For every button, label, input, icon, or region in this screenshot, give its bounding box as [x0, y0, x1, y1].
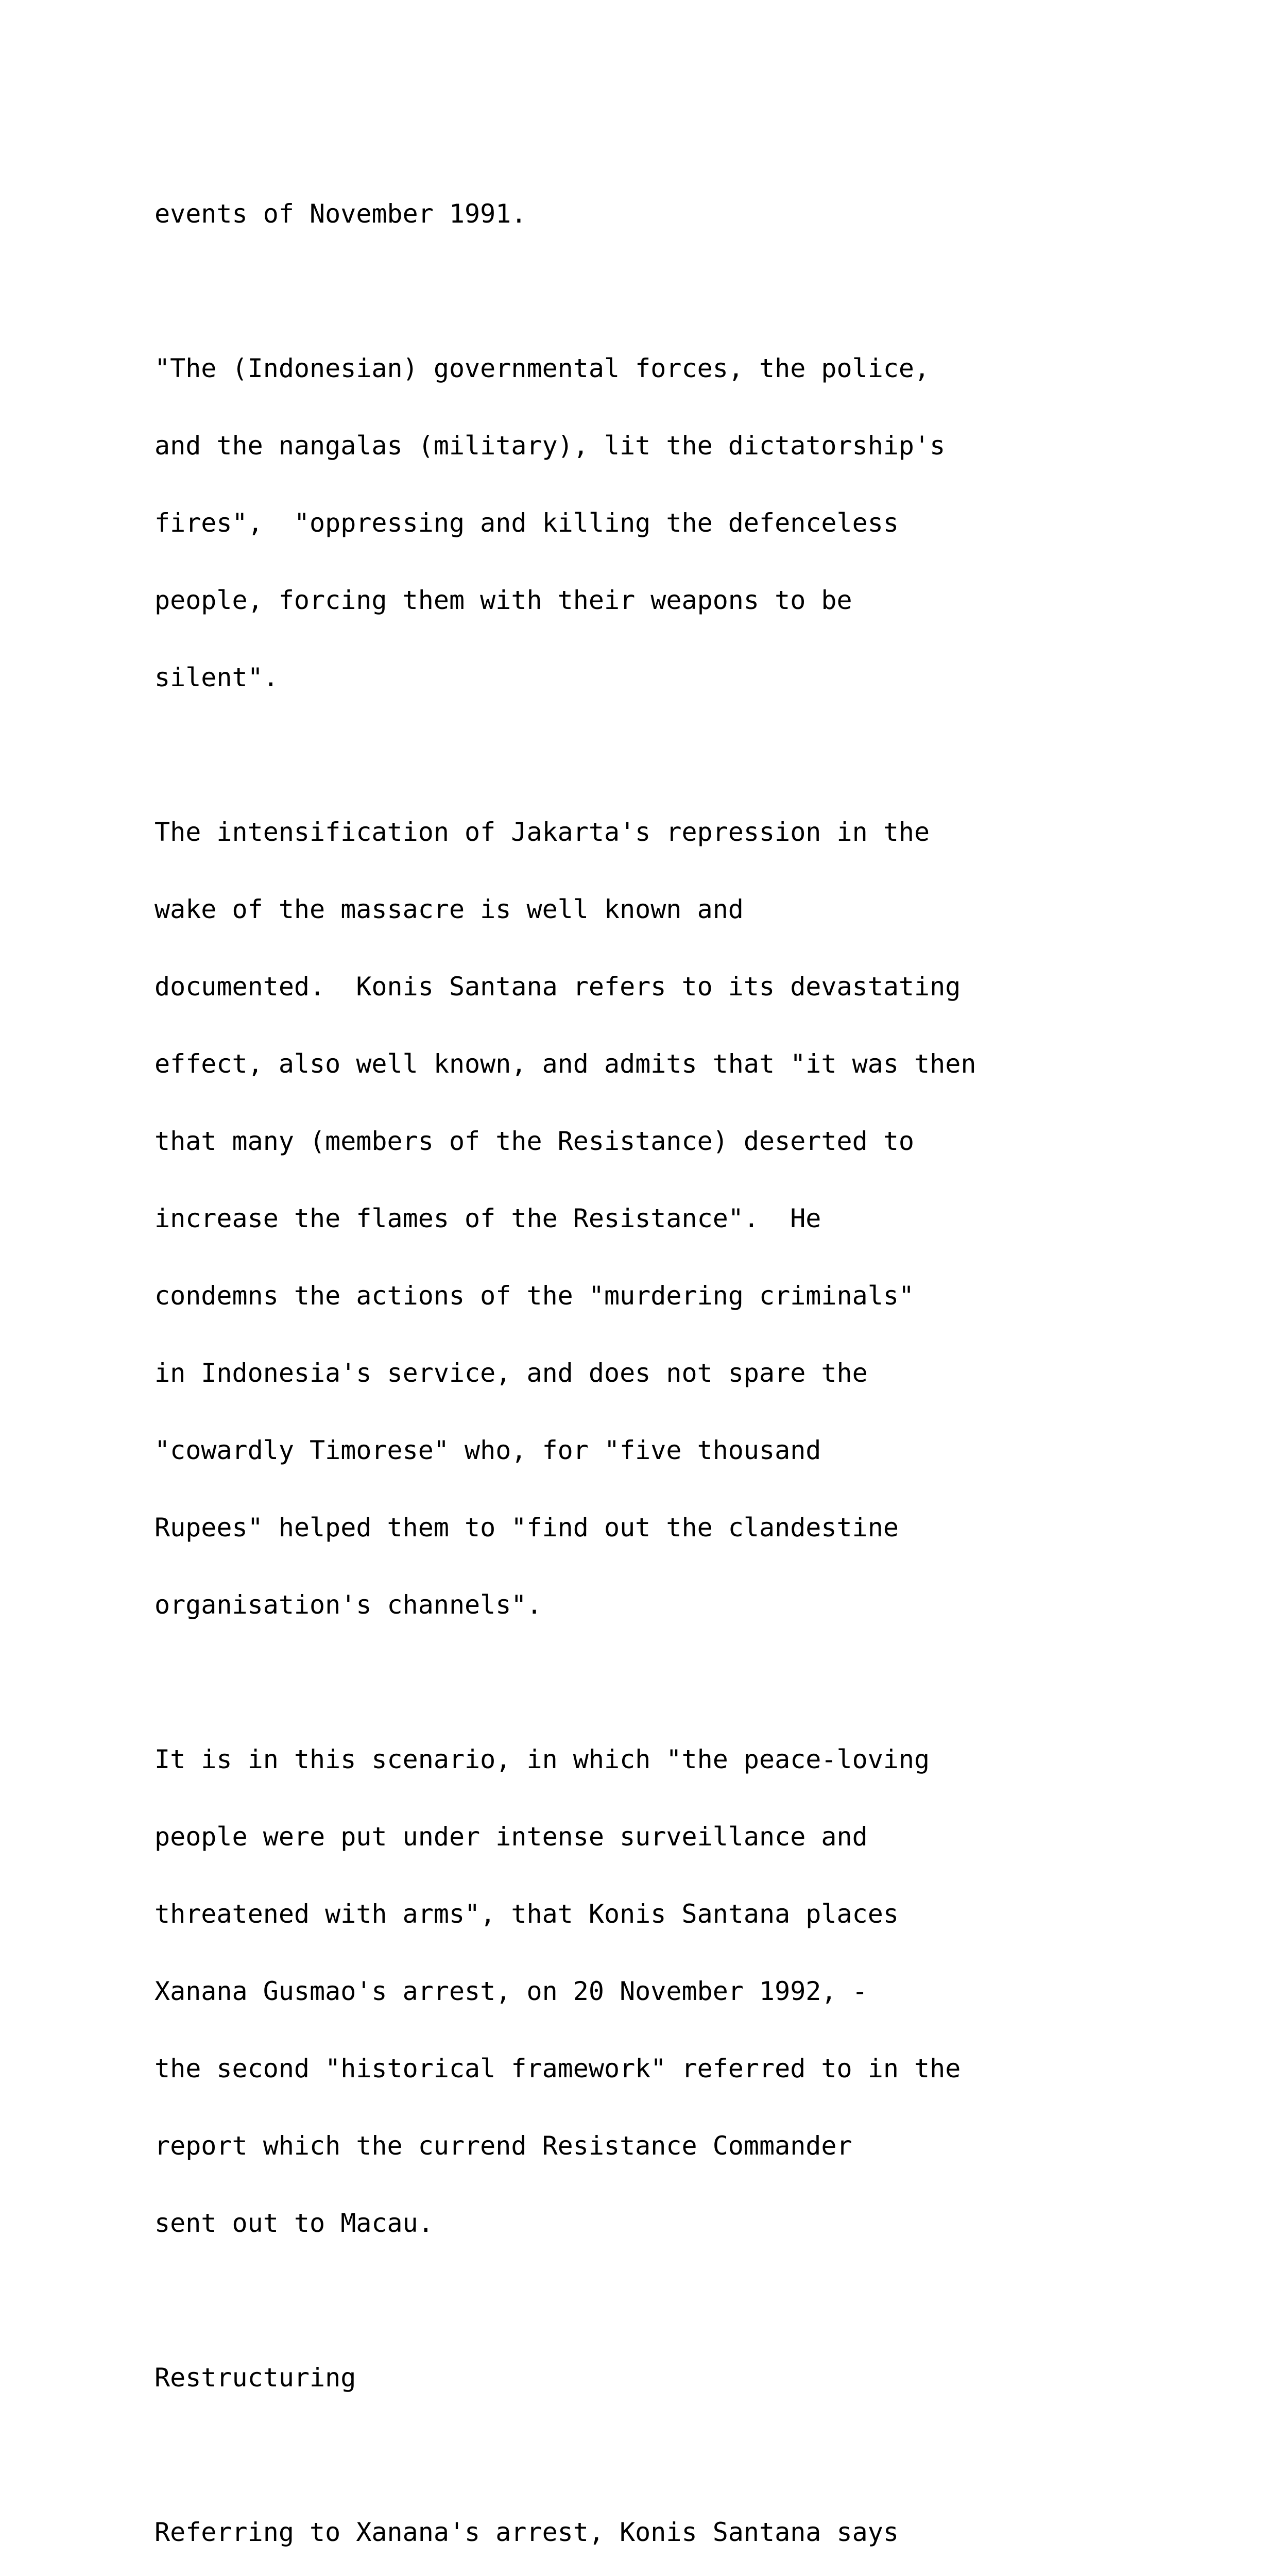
paragraph — [155, 304, 1205, 742]
text-line: events of November 1991. — [155, 199, 527, 229]
text-line: "cowardly Timorese" who, for "five thousand — [155, 1435, 821, 1465]
text-line: documented. Konis Santana refers to its devastating — [155, 972, 961, 1002]
text-line: sent out to Macau. — [155, 2208, 434, 2238]
text-line: in Indonesia's service, and does not spare the — [155, 1358, 868, 1388]
text-line: people, forcing them with their weapons to be — [155, 585, 852, 615]
text-line: the second "historical framework" referred to in the — [155, 2054, 961, 2083]
text-line: fires", "oppressing and killing the defenceless — [155, 508, 899, 538]
text-line: It is in this scenario, in which "the peace-loving — [155, 1744, 930, 1774]
text-line: and the nangalas (military), lit the dictatorship's — [155, 431, 946, 461]
text-line: The intensification of Jakarta's repression in the — [155, 817, 930, 847]
text-line: condemns the actions of the "murdering criminals" — [155, 1281, 915, 1311]
text-line: Xanana Gusmao's arrest, on 20 November 1992, - — [155, 1976, 868, 2006]
paragraph — [155, 2468, 1205, 2576]
document-body — [155, 149, 1205, 2576]
text-line: wake of the massacre is well known and — [155, 894, 744, 924]
paragraph — [155, 149, 1205, 278]
text-line: Restructuring — [155, 2363, 356, 2393]
section-heading — [155, 2313, 1205, 2442]
paragraph — [155, 768, 1205, 1669]
text-line: report which the currend Resistance Commander — [155, 2131, 852, 2161]
text-line: "The (Indonesian) governmental forces, the police, — [155, 353, 930, 383]
text-line: that many (members of the Resistance) deserted to — [155, 1126, 915, 1156]
text-line: silent". — [155, 663, 279, 692]
text-line: people were put under intense surveillance and — [155, 1822, 868, 1852]
text-line: organisation's channels". — [155, 1590, 542, 1620]
paragraph — [155, 1695, 1205, 2287]
text-line: effect, also well known, and admits that "it was then — [155, 1049, 976, 1079]
text-line: threatened with arms", that Konis Santana places — [155, 1899, 899, 1929]
text-line: Rupees" helped them to "find out the clandestine — [155, 1513, 899, 1543]
text-line: Referring to Xanana's arrest, Konis Santana says — [155, 2517, 899, 2547]
text-line: increase the flames of the Resistance". He — [155, 1204, 821, 1233]
